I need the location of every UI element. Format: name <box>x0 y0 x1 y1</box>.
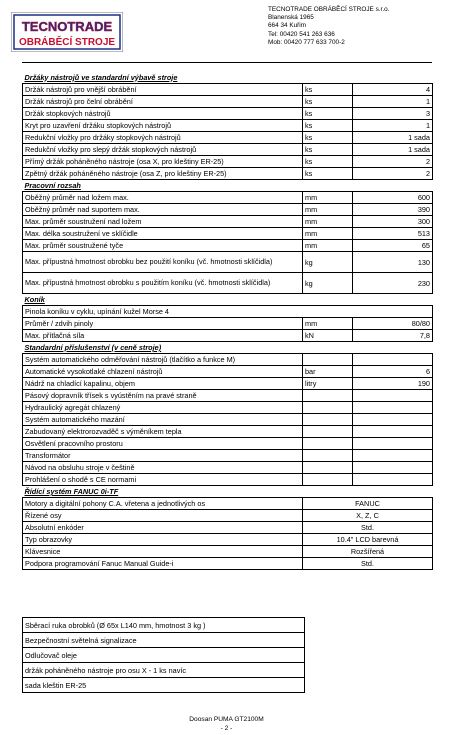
spec-unit <box>303 426 353 438</box>
spec-value: FANUC <box>303 498 433 510</box>
spec-value: 2 <box>353 156 433 168</box>
spec-row <box>23 546 433 558</box>
company-address <box>268 6 389 47</box>
spec-unit: litry <box>303 378 353 390</box>
spec-row <box>23 108 433 120</box>
spec-unit <box>303 462 353 474</box>
accessory-name: Bezpečnostní světelná signalizace <box>23 633 305 648</box>
spec-unit: ks <box>303 108 353 120</box>
section-header <box>23 71 433 84</box>
footer-page: - 2 - <box>220 725 233 732</box>
spec-value: 300 <box>353 216 433 228</box>
spec-value <box>353 474 433 486</box>
spec-unit <box>303 390 353 402</box>
footer-model: Doosan PUMA GT2100M <box>189 716 264 723</box>
spec-row <box>23 252 433 273</box>
spec-name: Podpora programování Fanuc Manual Guide-i <box>23 558 303 570</box>
spec-name: Prohlášení o shodě s CE normami <box>23 474 303 486</box>
spec-unit: kg <box>303 273 353 294</box>
spec-name: Pinola koníku v cyklu, upínání kužel Morse 4 <box>23 306 433 318</box>
spec-unit: ks <box>303 144 353 156</box>
section-header <box>23 342 433 354</box>
spec-name: Držák nástrojů pro čelní obrábění <box>23 96 303 108</box>
spec-name: Zpětný držák poháněného nástroje (osa Z, pro kleštiny ER-25) <box>23 168 303 180</box>
spec-name: Hydraulický agregát chlazený <box>23 402 303 414</box>
spec-row <box>23 216 433 228</box>
company-city: 664 34 Kuřim <box>268 22 307 30</box>
spec-value: 10.4" LCD barevná <box>303 534 433 546</box>
spec-name: Zabudovaný elektrorozvaděč s výměníkem tepla <box>23 426 303 438</box>
company-mob: Mob: 00420 777 633 700-2 <box>268 38 345 46</box>
company-street: Blanenská 1965 <box>268 14 314 22</box>
spec-value: 3 <box>353 108 433 120</box>
spec-unit: bar <box>303 366 353 378</box>
spec-table <box>22 71 433 570</box>
spec-name: Oběžný průměr nad ložem max. <box>23 192 303 204</box>
spec-name: Systém automatického mazání <box>23 414 303 426</box>
section-title: Pracovní rozsah <box>23 180 433 192</box>
spec-row <box>23 534 433 546</box>
spec-unit: ks <box>303 120 353 132</box>
spec-unit <box>303 438 353 450</box>
spec-unit: ks <box>303 96 353 108</box>
section-header <box>23 180 433 192</box>
spec-row <box>23 156 433 168</box>
spec-row <box>23 378 433 390</box>
spec-name: Průměr / zdvih pinoly <box>23 318 303 330</box>
spec-value: 230 <box>353 273 433 294</box>
spec-name: Držák stopkových nástrojů <box>23 108 303 120</box>
spec-unit: mm <box>303 240 353 252</box>
spec-name: Návod na obsluhu stroje v češtině <box>23 462 303 474</box>
spec-row <box>23 144 433 156</box>
spec-row <box>23 96 433 108</box>
section-header <box>23 294 433 306</box>
spec-unit: kN <box>303 330 353 342</box>
spec-value: 1 <box>353 96 433 108</box>
spec-value <box>353 354 433 366</box>
spec-name: Redukční vložky pro držáky stopkových nástrojů <box>23 132 303 144</box>
accessory-row <box>23 633 305 648</box>
spec-name: Max. průměr soustružení nad ložem <box>23 216 303 228</box>
section-header <box>23 486 433 498</box>
spec-unit <box>303 414 353 426</box>
spec-unit: ks <box>303 132 353 144</box>
spec-row <box>23 354 433 366</box>
spec-value: 4 <box>353 84 433 96</box>
spec-unit: mm <box>303 318 353 330</box>
spec-value: X, Z, C <box>303 510 433 522</box>
spec-value: 390 <box>353 204 433 216</box>
spec-name: Klávesnice <box>23 546 303 558</box>
spec-name: Max. průměr soustružené tyče <box>23 240 303 252</box>
accessory-name: sada kleštin ER-25 <box>23 678 305 693</box>
spec-row <box>23 522 433 534</box>
spec-row <box>23 510 433 522</box>
spec-unit <box>303 354 353 366</box>
spec-value: Rozšířená <box>303 546 433 558</box>
spec-unit: mm <box>303 216 353 228</box>
company-tel: Tel: 00420 541 263 636 <box>268 30 335 38</box>
spec-unit: ks <box>303 168 353 180</box>
spec-value <box>353 414 433 426</box>
spec-value: Std. <box>303 522 433 534</box>
spec-value <box>353 402 433 414</box>
spec-row <box>23 192 433 204</box>
spec-value <box>353 390 433 402</box>
spec-row <box>23 84 433 96</box>
company-logo <box>11 12 123 52</box>
spec-value: 1 <box>353 120 433 132</box>
spec-name: Typ obrazovky <box>23 534 303 546</box>
spec-row <box>23 426 433 438</box>
spec-value: 190 <box>353 378 433 390</box>
spec-name: Max. délka soustružení ve sklíčidle <box>23 228 303 240</box>
accessory-name: Sběrací ruka obrobků (Ø 65x L140 mm, hmotnost 3 kg ) <box>23 618 305 633</box>
section-title: Řídící systém FANUC 0i-TF <box>23 486 433 498</box>
spec-unit: ks <box>303 156 353 168</box>
spec-row <box>23 240 433 252</box>
section-title: Držáky nástrojů ve standardní výbavě stroje <box>23 71 433 84</box>
section-title: Standardní příslušenství (v ceně stroje) <box>23 342 433 354</box>
spec-row <box>23 474 433 486</box>
spec-value: 2 <box>353 168 433 180</box>
spec-value: 130 <box>353 252 433 273</box>
optional-accessories-table <box>22 617 305 693</box>
spec-name: Nádrž na chladící kapalinu, objem <box>23 378 303 390</box>
spec-row <box>23 390 433 402</box>
spec-name: Oběžný průměr nad suportem max. <box>23 204 303 216</box>
spec-row <box>23 330 433 342</box>
spec-value: 6 <box>353 366 433 378</box>
spec-name: Max. přítlačná síla <box>23 330 303 342</box>
accessory-name: Odlučovač oleje <box>23 648 305 663</box>
spec-row <box>23 120 433 132</box>
spec-row <box>23 450 433 462</box>
spec-unit <box>303 402 353 414</box>
spec-row <box>23 558 433 570</box>
spec-value: 600 <box>353 192 433 204</box>
spec-unit: mm <box>303 192 353 204</box>
spec-value: 7,8 <box>353 330 433 342</box>
spec-value <box>353 426 433 438</box>
spec-row <box>23 132 433 144</box>
spec-name: Pásový dopravník třísek s vyústěním na pravé straně <box>23 390 303 402</box>
spec-unit: kg <box>303 252 353 273</box>
spec-name: Systém automatického odměřování nástrojů (tlačítko a funkce M) <box>23 354 303 366</box>
spec-row <box>23 318 433 330</box>
spec-value: 513 <box>353 228 433 240</box>
section-title: Koník <box>23 294 433 306</box>
spec-value <box>353 438 433 450</box>
spec-row <box>23 273 433 294</box>
spec-value <box>353 450 433 462</box>
spec-unit <box>303 450 353 462</box>
logo-text-bottom: OBRÁBĚCÍ STROJE <box>18 37 116 48</box>
company-name: TECNOTRADE OBRÁBĚCÍ STROJE s.r.o. <box>268 6 390 13</box>
spec-unit: mm <box>303 228 353 240</box>
spec-value: Std. <box>303 558 433 570</box>
spec-name: Motory a digitální pohony C.A. vřetena a jednotlivých os <box>23 498 303 510</box>
spec-name: Absolutní enkóder <box>23 522 303 534</box>
accessory-row <box>23 678 305 693</box>
spec-row <box>23 204 433 216</box>
spec-row <box>23 402 433 414</box>
header-rule <box>22 62 432 63</box>
spec-name: Max. přípustná hmotnost obrobku bez použití koníku (vč. hmotnosti sklíčidla) <box>23 252 303 273</box>
spec-row <box>23 228 433 240</box>
spec-name: Držák nástrojů pro vnější obrábění <box>23 84 303 96</box>
spec-name: Řízené osy <box>23 510 303 522</box>
spec-unit: ks <box>303 84 353 96</box>
spec-row <box>23 366 433 378</box>
accessory-row <box>23 663 305 678</box>
spec-value: 1 sada <box>353 132 433 144</box>
spec-row <box>23 462 433 474</box>
spec-name: Osvětlení pracovního prostoru <box>23 438 303 450</box>
accessory-row <box>23 648 305 663</box>
spec-name: Max. přípustná hmotnost obrobku s použitím koníku (vč. hmotnosti sklíčidla) <box>23 273 303 294</box>
spec-value: 80/80 <box>353 318 433 330</box>
spec-name: Automatické vysokotlaké chlazení nástrojů <box>23 366 303 378</box>
spec-value <box>353 462 433 474</box>
logo-text-top: TECNOTRADE <box>21 19 113 34</box>
accessory-name: držák poháněného nástroje pro osu X - 1 ks navíc <box>23 663 305 678</box>
spec-unit <box>303 474 353 486</box>
spec-name: Přímý držák poháněného nástroje (osa X, pro kleštiny ER-25) <box>23 156 303 168</box>
spec-unit: mm <box>303 204 353 216</box>
spec-row <box>23 306 433 318</box>
spec-value: 65 <box>353 240 433 252</box>
spec-row <box>23 168 433 180</box>
spec-name: Transformátor <box>23 450 303 462</box>
accessory-row <box>23 618 305 633</box>
spec-row <box>23 438 433 450</box>
spec-value: 1 sada <box>353 144 433 156</box>
spec-row <box>23 498 433 510</box>
spec-name: Redukční vložky pro slepý držák stopkových nástrojů <box>23 144 303 156</box>
spec-row <box>23 414 433 426</box>
spec-name: Kryt pro uzavření držáku stopkových nástrojů <box>23 120 303 132</box>
